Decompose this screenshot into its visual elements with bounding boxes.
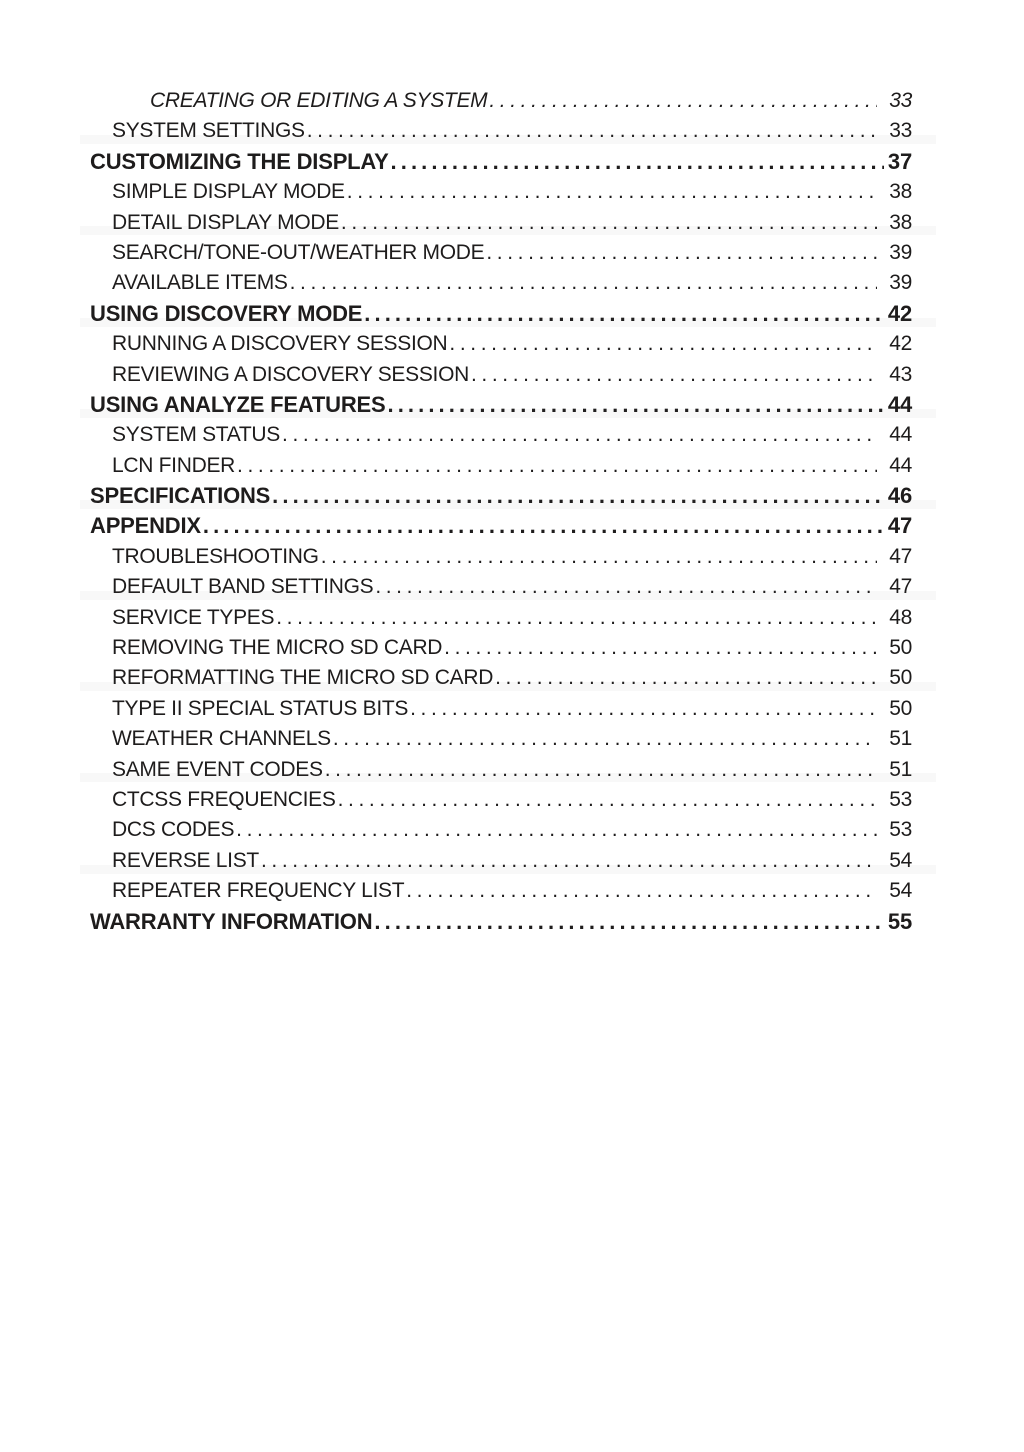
dot-leader <box>495 663 877 693</box>
toc-entry-page: 47 <box>889 575 912 599</box>
dot-leader <box>375 572 877 602</box>
toc-entry <box>90 420 912 450</box>
dot-leader <box>282 420 877 450</box>
dot-leader <box>325 755 877 785</box>
toc-entry-page: 47 <box>889 544 912 568</box>
dot-leader <box>290 268 877 298</box>
toc-entry-page: 53 <box>889 818 912 842</box>
toc-entry-label: DETAIL DISPLAY MODE <box>112 210 339 234</box>
toc-entry-page: 47 <box>887 513 912 539</box>
toc-entry <box>90 299 912 329</box>
toc-entry <box>90 846 912 876</box>
toc-entry <box>90 451 912 481</box>
toc-entry-page: 51 <box>889 757 912 781</box>
toc-entry-page: 55 <box>887 908 912 934</box>
toc-entry <box>90 268 912 298</box>
toc-entry <box>90 907 912 937</box>
toc-entry-page: 50 <box>889 666 912 690</box>
toc-entry-page: 39 <box>889 240 912 264</box>
toc-entry <box>90 876 912 906</box>
dot-leader <box>236 815 877 845</box>
toc-entry-label: REMOVING THE MICRO SD CARD <box>112 636 443 660</box>
toc-entry <box>90 663 912 693</box>
toc-entry-label: APPENDIX <box>90 513 201 539</box>
toc-entry <box>90 86 912 116</box>
dot-leader <box>333 724 877 754</box>
toc-entry-page: 53 <box>889 787 912 811</box>
toc-entry <box>90 572 912 602</box>
toc-entry-page: 39 <box>889 271 912 295</box>
toc-entry-page: 44 <box>889 453 912 477</box>
toc-entry-label: SPECIFICATIONS <box>90 483 271 509</box>
toc-entry-page: 48 <box>889 605 912 629</box>
dot-leader <box>347 177 877 207</box>
dot-leader <box>489 86 877 116</box>
toc-entry-label: SYSTEM STATUS <box>112 423 281 447</box>
toc-entry <box>90 724 912 754</box>
dot-leader <box>486 238 877 268</box>
toc-entry <box>90 147 912 177</box>
toc-entry-label: CREATING OR EDITING A SYSTEM <box>150 89 488 112</box>
toc-entry-label: SYSTEM SETTINGS <box>112 119 305 143</box>
toc-entry-page: 51 <box>889 727 912 751</box>
toc-entry <box>90 755 912 785</box>
toc-entry <box>90 815 912 845</box>
toc-entry-label: DCS CODES <box>112 818 235 842</box>
toc-entry-label: WARRANTY INFORMATION <box>90 908 373 934</box>
toc-entry <box>90 694 912 724</box>
toc-entry-label: SEARCH/TONE-OUT/WEATHER MODE <box>112 240 485 264</box>
toc-entry <box>90 511 912 541</box>
toc-entry <box>90 542 912 572</box>
toc-entry-label: SERVICE TYPES <box>112 605 275 629</box>
toc-entry <box>90 785 912 815</box>
toc-entry-page: 44 <box>889 423 912 447</box>
toc-entry <box>90 633 912 663</box>
toc-entry-page: 50 <box>889 636 912 660</box>
toc-entry-label: REPEATER FREQUENCY LIST <box>112 879 405 903</box>
toc-entry <box>90 208 912 238</box>
toc-entry <box>90 603 912 633</box>
dot-leader <box>276 603 877 633</box>
toc-entry <box>90 116 912 146</box>
toc-entry-page: 38 <box>889 180 912 204</box>
toc-entry-label: SAME EVENT CODES <box>112 757 323 781</box>
toc-entry-label: SIMPLE DISPLAY MODE <box>112 180 345 204</box>
toc-entry-page: 50 <box>889 696 912 720</box>
toc-entry-label: WEATHER CHANNELS <box>112 727 331 751</box>
dot-leader <box>321 542 877 572</box>
toc-entry-label: REVIEWING A DISCOVERY SESSION <box>112 362 469 386</box>
toc-entry-page: 33 <box>889 89 912 112</box>
dot-leader <box>341 208 877 238</box>
toc-entry-page: 54 <box>889 848 912 872</box>
toc-entry <box>90 481 912 511</box>
toc-entry-page: 42 <box>889 332 912 356</box>
dot-leader <box>387 390 884 420</box>
toc-entry-page: 38 <box>889 210 912 234</box>
dot-leader <box>471 360 877 390</box>
toc-entry-page: 42 <box>887 300 912 326</box>
toc-entry-page: 33 <box>889 119 912 143</box>
dot-leader <box>449 329 877 359</box>
toc-entry-label: RUNNING A DISCOVERY SESSION <box>112 332 448 356</box>
dot-leader <box>406 876 877 906</box>
table-of-contents <box>90 86 912 937</box>
toc-entry <box>90 329 912 359</box>
toc-entry-label: TROUBLESHOOTING <box>112 544 319 568</box>
toc-entry-page: 46 <box>887 483 912 509</box>
dot-leader <box>391 147 884 177</box>
toc-entry-label: DEFAULT BAND SETTINGS <box>112 575 374 599</box>
dot-leader <box>338 785 877 815</box>
toc-entry-label: AVAILABLE ITEMS <box>112 271 288 295</box>
toc-entry-label: REFORMATTING THE MICRO SD CARD <box>112 666 494 690</box>
toc-entry-label: TYPE II SPECIAL STATUS BITS <box>112 696 409 720</box>
dot-leader <box>203 511 884 541</box>
toc-entry-label: CTCSS FREQUENCIES <box>112 787 336 811</box>
toc-entry-label: USING ANALYZE FEATURES <box>90 391 386 417</box>
dot-leader <box>364 299 884 329</box>
toc-entry <box>90 177 912 207</box>
dot-leader <box>272 481 884 511</box>
toc-entry-label: REVERSE LIST <box>112 848 259 872</box>
toc-entry-page: 37 <box>887 148 912 174</box>
toc-entry-page: 43 <box>889 362 912 386</box>
toc-entry <box>90 238 912 268</box>
dot-leader <box>237 451 877 481</box>
dot-leader <box>410 694 877 724</box>
toc-entry-page: 54 <box>889 879 912 903</box>
dot-leader <box>374 907 884 937</box>
dot-leader <box>444 633 877 663</box>
toc-entry <box>90 390 912 420</box>
toc-entry-label: LCN FINDER <box>112 453 236 477</box>
toc-entry-label: CUSTOMIZING THE DISPLAY <box>90 148 389 174</box>
dot-leader <box>261 846 877 876</box>
toc-entry <box>90 360 912 390</box>
toc-entry-label: USING DISCOVERY MODE <box>90 300 363 326</box>
dot-leader <box>307 116 877 146</box>
toc-entry-page: 44 <box>887 391 912 417</box>
